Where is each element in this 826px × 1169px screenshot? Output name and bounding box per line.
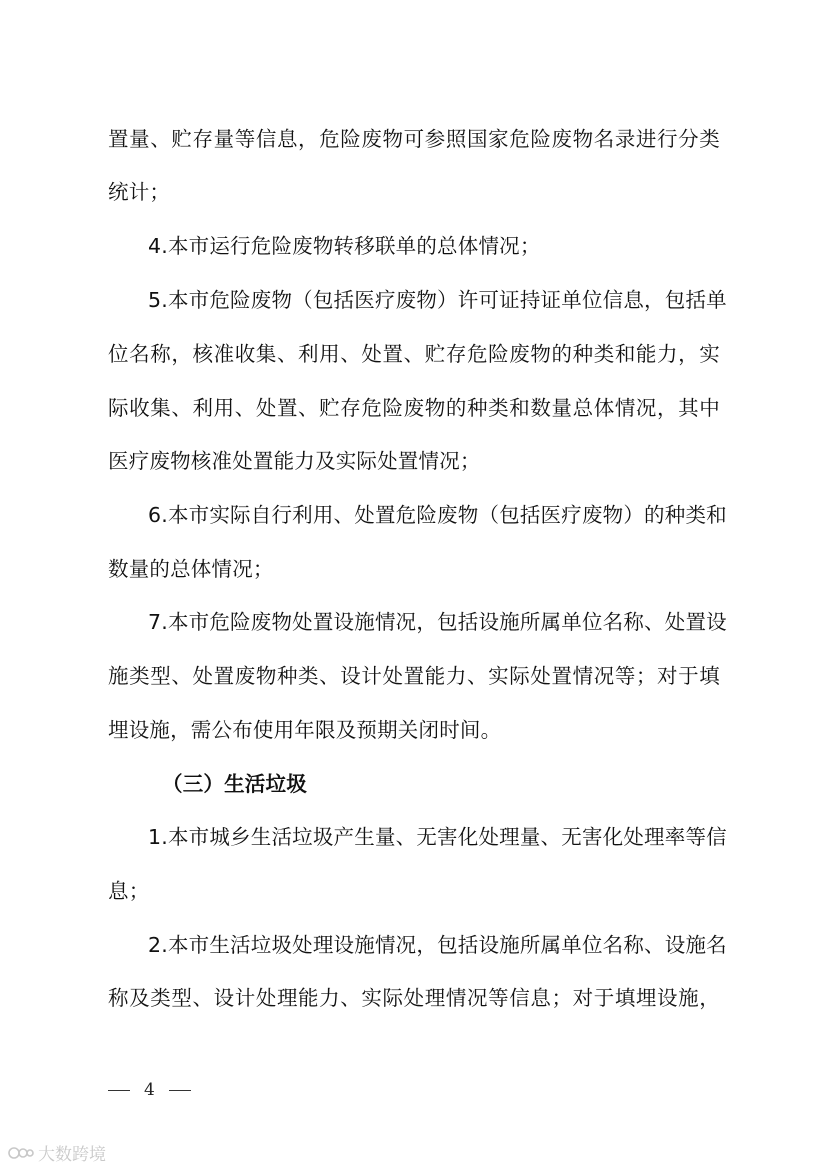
watermark-logo-icon (8, 1144, 34, 1162)
paragraph-line: 4.本市运行危险废物转移联单的总体情况； (148, 234, 541, 258)
page-number: 4 (144, 1080, 155, 1100)
footer-dash-left (108, 1090, 130, 1091)
watermark (8, 1140, 106, 1165)
footer-dash-right (169, 1090, 191, 1091)
paragraph-line: 置量、贮存量等信息，危险废物可参照国家危险废物名录进行分类 (108, 127, 720, 151)
page-footer (108, 1078, 205, 1102)
paragraph-line: 施类型、处置废物种类、设计处置能力、实际处置情况等；对于填 (108, 664, 720, 688)
paragraph-line: 5.本市危险废物（包括医疗废物）许可证持证单位信息，包括单 (148, 288, 727, 312)
paragraph-line: 2.本市生活垃圾处理设施情况，包括设施所属单位名称、设施名 (148, 933, 727, 957)
paragraph-line: 统计； (108, 180, 171, 204)
paragraph-line: 数量的总体情况； (108, 557, 274, 581)
watermark-text: 大数跨境 (38, 1145, 106, 1165)
paragraph-line: 息； (108, 879, 150, 903)
paragraph-line: 6.本市实际自行利用、处置危险废物（包括医疗废物）的种类和 (148, 503, 727, 527)
paragraph-line: 埋设施，需公布使用年限及预期关闭时间。 (108, 718, 502, 742)
paragraph-line: 1.本市城乡生活垃圾产生量、无害化处理量、无害化处理率等信 (148, 825, 727, 849)
paragraph-line: 称及类型、设计处理能力、实际处理情况等信息；对于填埋设施， (108, 986, 720, 1010)
section-heading: （三）生活垃圾 (162, 772, 307, 796)
paragraph-line: 际收集、利用、处置、贮存危险废物的种类和数量总体情况，其中 (108, 396, 720, 420)
paragraph-line: 医疗废物核准处置能力及实际处置情况； (108, 449, 481, 473)
paragraph-line: 7.本市危险废物处置设施情况，包括设施所属单位名称、处置设 (148, 610, 727, 634)
paragraph-line: 位名称，核准收集、利用、处置、贮存危险废物的种类和能力，实 (108, 342, 720, 366)
